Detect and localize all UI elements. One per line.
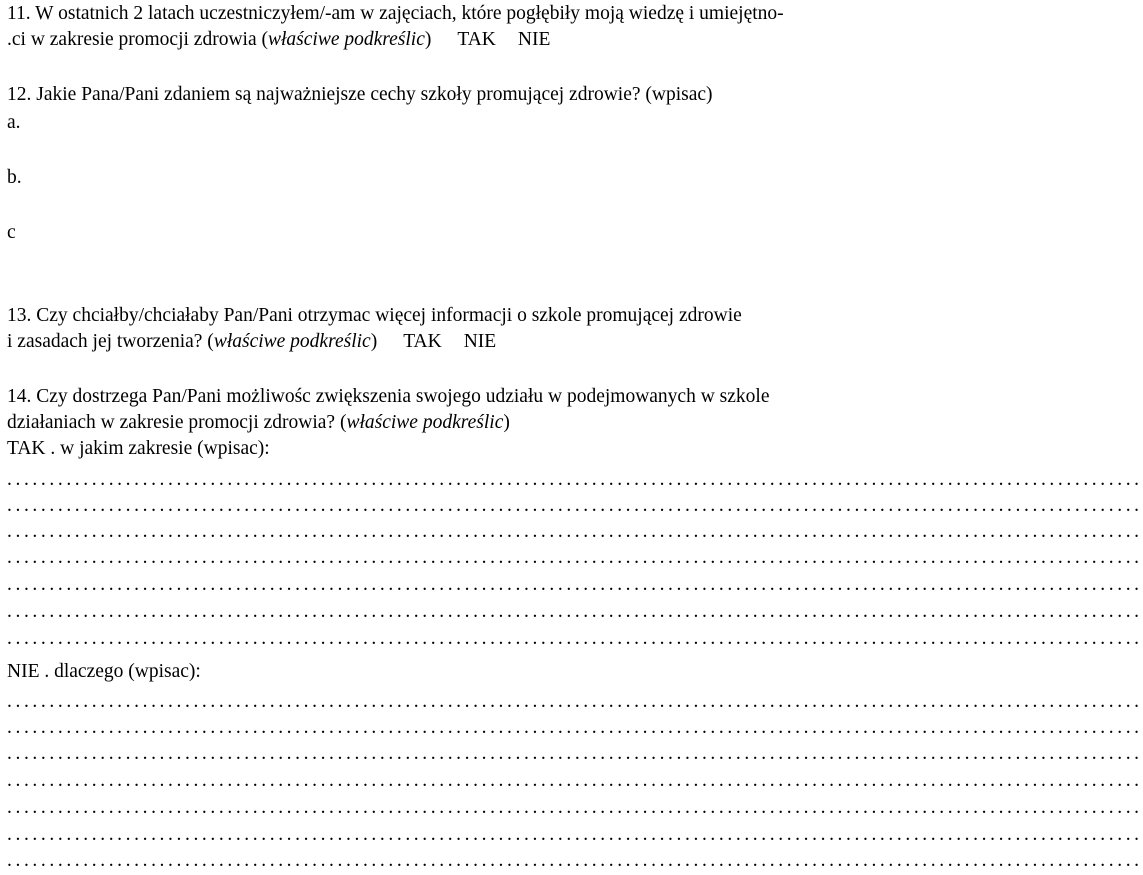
q13-instruction: właściwe podkreślic	[213, 331, 371, 352]
q11-option-yes[interactable]: TAK	[457, 29, 496, 50]
q11-line-2: .ci w zakresie promocji zdrowia (właściwe podkreślic) TAK NIE	[7, 29, 551, 50]
answer-dot-line[interactable]: ......................................................................................................................................	[7, 495, 1143, 516]
answer-dot-line[interactable]: ......................................................................................................................................	[7, 521, 1143, 542]
answer-dot-line[interactable]: ......................................................................................................................................	[7, 824, 1143, 845]
answer-dot-line[interactable]: ......................................................................................................................................	[7, 691, 1143, 712]
answer-dot-line[interactable]: ......................................................................................................................................	[7, 601, 1143, 622]
q13-line-1: 13. Czy chciałby/chciałaby Pan/Pani otrzymac więcej informacji o szkole promującej zdrowie	[7, 305, 742, 326]
q14-instruction: właściwe podkreślic	[346, 412, 504, 433]
q13-line-2: i zasadach jej tworzenia? (właściwe podkreślic) TAK NIE	[7, 331, 497, 352]
q12-item-c[interactable]: c	[7, 222, 16, 243]
q13-option-yes[interactable]: TAK	[403, 331, 442, 352]
q14-no-prompt[interactable]: NIE . dlaczego (wpisac):	[7, 661, 201, 682]
answer-dot-line[interactable]: ......................................................................................................................................	[7, 469, 1143, 490]
answer-dot-line[interactable]: ......................................................................................................................................	[7, 797, 1143, 818]
q14-line-2: działaniach w zakresie promocji zdrowia? (właściwe podkreślic)	[7, 412, 510, 433]
answer-dot-line[interactable]: ......................................................................................................................................	[7, 743, 1143, 764]
answer-dot-line[interactable]: ......................................................................................................................................	[7, 850, 1143, 871]
q12-item-b[interactable]: b.	[7, 167, 22, 188]
answer-dot-line[interactable]: ......................................................................................................................................	[7, 717, 1143, 738]
q14-yes-prompt[interactable]: TAK . w jakim zakresie (wpisac):	[7, 438, 270, 459]
q11-instruction: właściwe podkreślic	[267, 29, 425, 50]
answer-dot-line[interactable]: ......................................................................................................................................	[7, 628, 1143, 649]
answer-dot-line[interactable]: ......................................................................................................................................	[7, 770, 1143, 791]
q11-option-no[interactable]: NIE	[517, 29, 551, 50]
q14-line-1: 14. Czy dostrzega Pan/Pani możliwośc zwiększenia swojego udziału w podejmowanych w szkole	[7, 386, 770, 407]
q11-line-1: 11. W ostatnich 2 latach uczestniczyłem/-am w zajęciach, które pogłębiły moją wiedzę i umiejętno-	[7, 3, 784, 24]
q12-line-1: 12. Jakie Pana/Pani zdaniem są najważniejsze cechy szkoły promującej zdrowie? (wpisac)	[7, 84, 713, 105]
q13-option-no[interactable]: NIE	[463, 331, 497, 352]
q12-item-a[interactable]: a.	[7, 112, 21, 133]
answer-dot-line[interactable]: ......................................................................................................................................	[7, 574, 1143, 595]
answer-dot-line[interactable]: ......................................................................................................................................	[7, 547, 1143, 568]
